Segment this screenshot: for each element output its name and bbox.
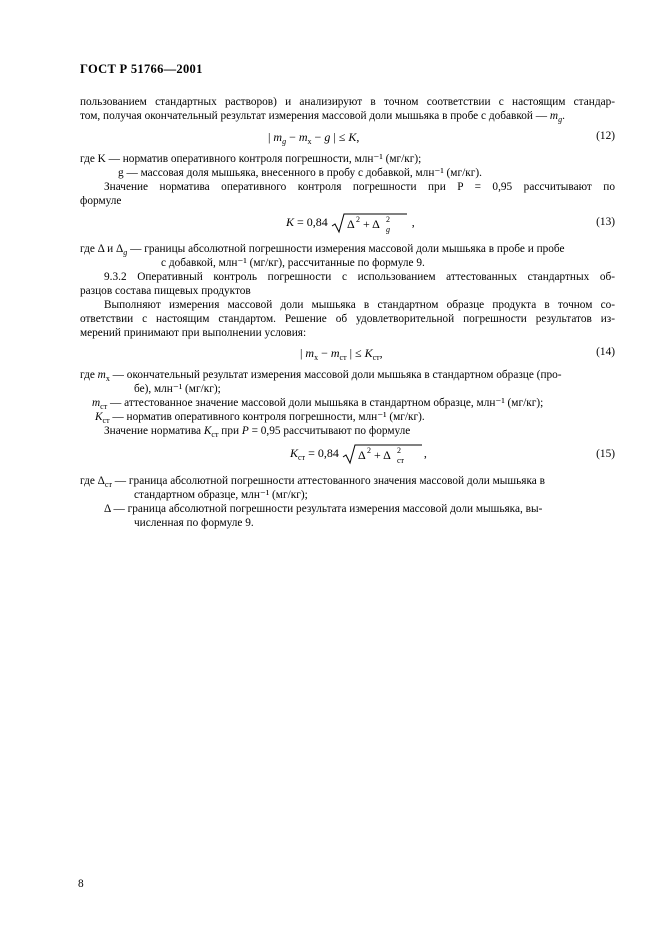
section-heading: разцов состава пищевых продуктов	[80, 285, 251, 297]
equation-number: (12)	[596, 130, 615, 142]
definition-mx: где $m_х$ — окончательный результат измерения массовой доли мышьяка в стандартном образце (про-	[80, 369, 562, 383]
svg-text:Δ: Δ	[346, 217, 355, 231]
equation-number: (13)	[596, 216, 615, 228]
paragraph-line: Значение норматива оперативного контроля погрешности при P = 0,95 рассчитывают по	[104, 181, 615, 193]
equation-12: | $m_g - m_х - g$ | ≤ K,	[268, 130, 360, 146]
svg-text:+ Δ: + Δ	[373, 448, 391, 462]
svg-text:+ Δ: + Δ	[362, 217, 380, 231]
equation-13: K = 0,84 Δ 2 + Δ 2 g ,	[286, 212, 415, 234]
paragraph-line: формуле	[80, 195, 122, 207]
sqrt-sign-icon	[342, 443, 424, 465]
equation-number: (14)	[596, 346, 615, 358]
definition-g: g — массовая доля мышьяка, внесенного в пробу с добавкой, млн⁻¹ (мг/кг).	[118, 167, 482, 179]
paragraph-line: том, получая окончательный результат измерения массовой доли мышьяка в пробе с добавкой — $m_g$.	[80, 110, 565, 124]
svg-text:2: 2	[396, 446, 401, 455]
definition-mx-cont: бе), млн⁻¹ (мг/кг);	[134, 383, 221, 395]
equation-15: $K_{ст} = 0,84$ Δ 2 + Δ 2 ст ,	[290, 443, 427, 465]
definition-kst: $K_{ст}$ — норматив оперативного контроля погрешности, млн⁻¹ (мг/кг).	[95, 411, 425, 425]
paragraph-line: Выполняют измерения массовой доли мышьяка в стандартном образце продукта в точном со-	[104, 299, 615, 311]
svg-text:ст: ст	[396, 456, 404, 465]
definition-deltas: где Δ и $\Delta_g$ — границы абсолютной погрешности измерения массовой доли мышьяка в пробе и пробе	[80, 243, 565, 257]
sqrt-sign-icon	[331, 212, 409, 234]
definition-k: где K — норматив оперативного контроля погрешности, млн⁻¹ (мг/кг);	[80, 153, 422, 165]
equation-number: (15)	[596, 448, 615, 460]
definition-delta: Δ — граница абсолютной погрешности результата измерения массовой доли мышьяка, вы-	[104, 503, 543, 515]
definition-delta-cont: численная по формуле 9.	[134, 517, 254, 529]
paragraph-line: ответствии с настоящим стандартом. Решение об удовлетворительной погрешности результатов из-	[80, 313, 615, 325]
paragraph-line: пользованием стандартных растворов) и анализируют в точном соответствии с настоящим стандар-	[80, 96, 615, 108]
definition-dst-cont: стандартном образце, млн⁻¹ (мг/кг);	[134, 489, 308, 501]
definition-deltas-cont: с добавкой, млн⁻¹ (мг/кг), рассчитанные по формуле 9.	[161, 257, 425, 269]
svg-text:2: 2	[366, 446, 371, 455]
paragraph-line: Значение норматива $K_{ст}$ при P = 0,95 рассчитывают по формуле	[104, 425, 411, 439]
svg-text:g: g	[385, 225, 390, 234]
document-header: ГОСТ Р 51766—2001	[80, 62, 203, 76]
paragraph-line: мерений принимают при выполнении условия:	[80, 327, 307, 339]
section-heading: 9.3.2 Оперативный контроль погрешности с использованием аттестованных стандартных об-	[104, 271, 615, 283]
definition-mst: $m_{ст}$ — аттестованное значение массовой доли мышьяка в стандартном образце, млн⁻¹ (мг/кг);	[92, 397, 544, 411]
svg-text:Δ: Δ	[357, 448, 366, 462]
equation-14: | $m_х - m_{ст}$ | ≤ $K_{ст}$,	[300, 346, 383, 362]
page-number: 8	[78, 878, 84, 890]
svg-text:2: 2	[355, 215, 360, 224]
definition-dst: где $\Delta_{ст}$ — граница абсолютной погрешности аттестованного значения массовой доли мышьяка в	[80, 475, 545, 489]
svg-text:2: 2	[385, 215, 390, 224]
